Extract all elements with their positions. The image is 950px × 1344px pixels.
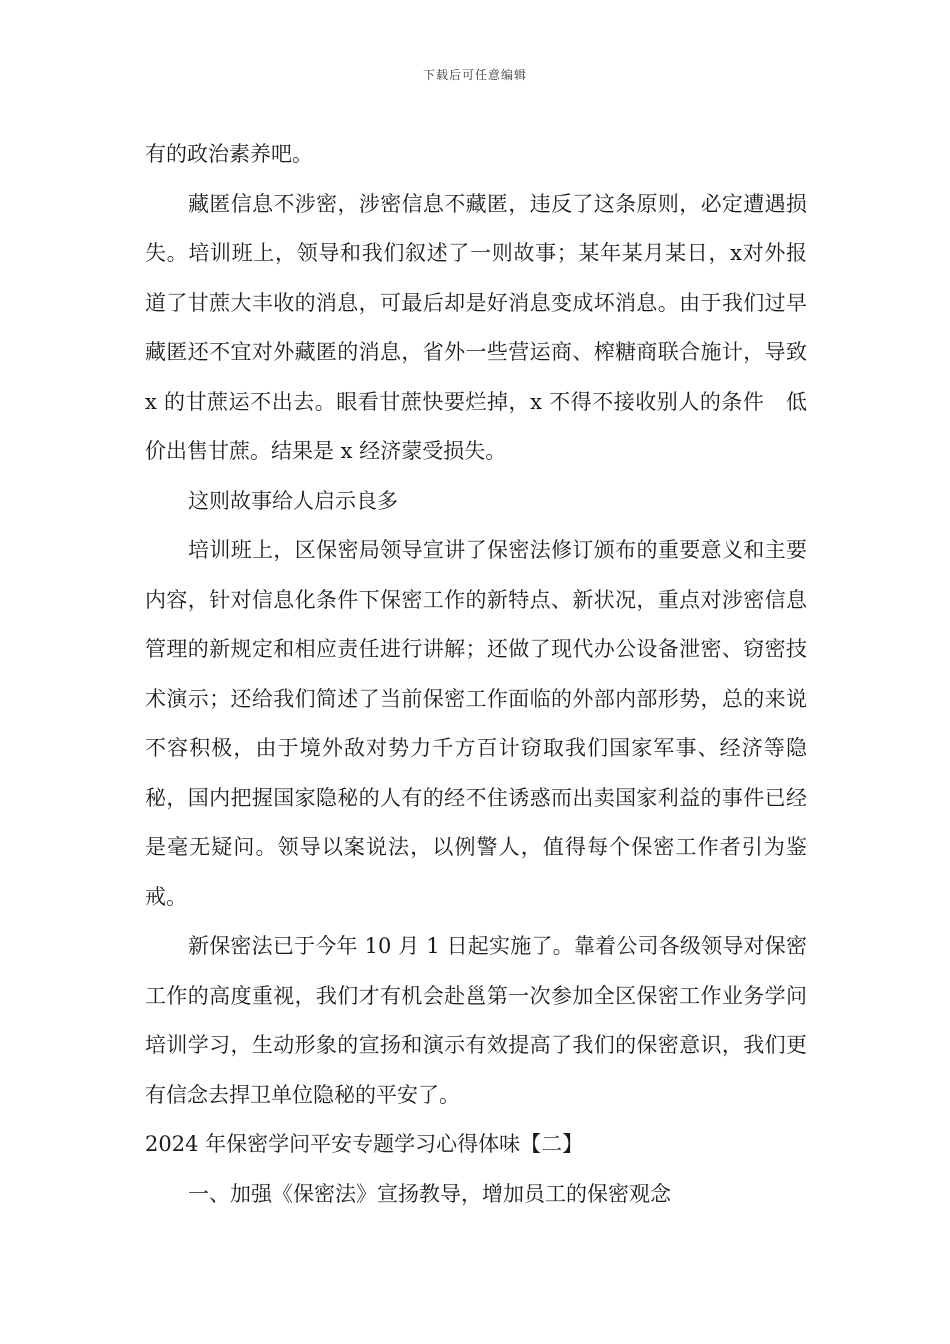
document-body [145, 130, 807, 1219]
paragraph-2: 藏匿信息不涉密，涉密信息不藏匿，违反了这条原则，必定遭遇损失。培训班上，领导和我们叙述了一则故事；某年某月某日，x对外报道了甘蔗大丰收的消息，可最后却是好消息变成坏消息。由于我们过早藏匿还不宜对外藏匿的消息，省外一些营运商、榨糖商联合施计，导致 x 的甘蔗运不出去。眼看甘蔗快要烂掉，x 不得不接收别人的条件 低价出售甘蔗。结果是 x 经济蒙受损失。 [145, 191, 807, 463]
section-heading: 2024 年保密学问平安专题学习心得体味【二】 [145, 1132, 584, 1156]
page-header: 下载后可任意编辑 [422, 68, 527, 82]
paragraph-3: 这则故事给人启示良多 [188, 488, 398, 513]
paragraph-5: 新保密法已于今年 10 月 1 日起实施了。靠着公司各级领导对保密工作的高度重视，我们才有机会赴邕第一次参加全区保密工作业务学问培训学习，生动形象的宣扬和演示有效提高了我们的保密意识，我们更有信念去捍卫单位隐秘的平安了。 [145, 934, 807, 1107]
paragraph-6: 一、加强《保密法》宣扬教导，增加员工的保密观念 [188, 1181, 671, 1206]
paragraph-1: 有的政治素养吧。 [145, 142, 313, 166]
paragraph-4: 培训班上，区保密局领导宣讲了保密法修订颁布的重要意义和主要内容，针对信息化条件下保密工作的新特点、新状况，重点对涉密信息管理的新规定和相应责任进行讲解；还做了现代办公设备泄密、窃密技术演示；还给我们简述了当前保密工作面临的外部内部形势，总的来说不容积极，由于境外敌对势力千方百计窃取我们国家军事、经济等隐秘，国内把握国家隐秘的人有的经不住诱惑而出卖国家利益的事件已经是毫无疑问。领导以案说法，以例警人，值得每个保密工作者引为鉴戒。 [145, 538, 807, 909]
